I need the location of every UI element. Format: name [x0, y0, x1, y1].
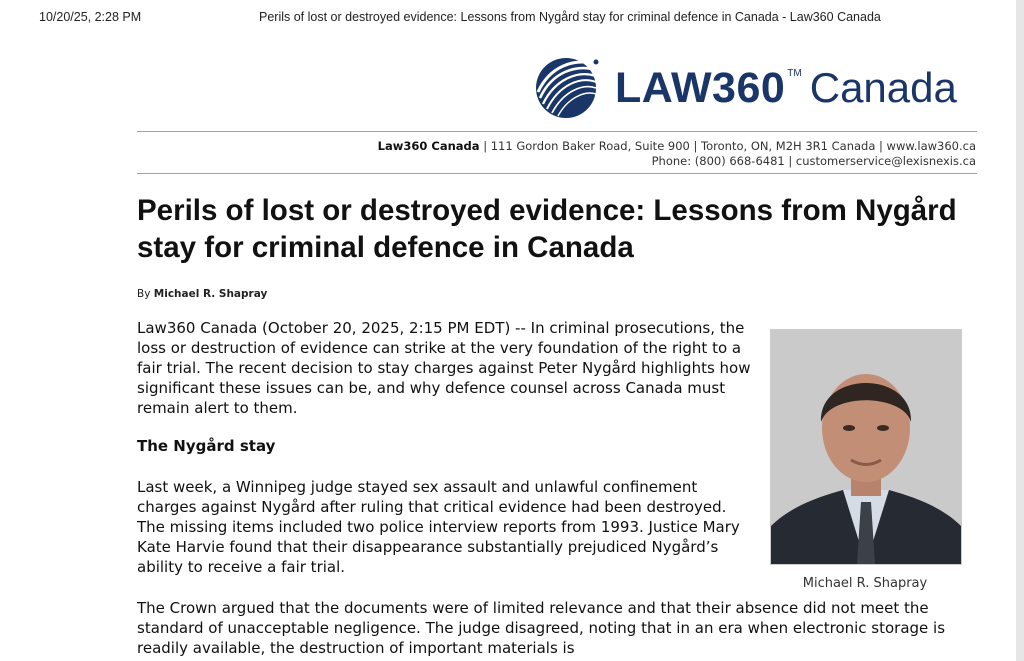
bottom-divider: [137, 173, 977, 174]
article-paragraph-1: Law360 Canada (October 20, 2025, 2:15 PM EDT) -- In criminal prosecutions, the loss or destruction of evidence can strike at the very foundation of the right to a fair trial. The recent decision to stay charges against Peter Nygård highlights how significant these issues can be, and why defence counsel across Canada must remain alert to them.: [137, 319, 751, 417]
contact-phone-line: Phone: (800) 668-6481 | customerservice@lexisnexis.ca: [651, 154, 976, 168]
section-heading: The Nygård stay: [137, 437, 276, 455]
contact-address-line: [378, 139, 976, 154]
print-page-title: Perils of lost or destroyed evidence: Lessons from Nygård stay for criminal defence in Canada - Law360 Canada: [259, 10, 881, 24]
article-paragraph-2: Last week, a Winnipeg judge stayed sex assault and unlawful confinement charges against Nygård after ruling that critical evidence had been destroyed. The missing items included two police interview reports from 1993. Justice Mary Kate Harvie found that their disappearance substantially prejudiced Nygård’s ability to receive a fair trial.: [137, 478, 740, 576]
globe-swoosh-icon: [530, 52, 600, 122]
photo-caption: Michael R. Shapray: [802, 576, 928, 591]
top-divider: [137, 131, 977, 132]
print-timestamp: 10/20/25, 2:28 PM: [39, 10, 142, 24]
author-photo: [770, 329, 962, 565]
byline: [137, 288, 267, 300]
logo-trademark: TM: [787, 68, 802, 79]
scrollbar-track[interactable]: [1016, 0, 1024, 661]
byline-author[interactable]: Michael R. Shapray: [153, 288, 268, 300]
contact-address: | 111 Gordon Baker Road, Suite 900 | Toronto, ON, M2H 3R1 Canada | www.law360.ca: [479, 139, 976, 153]
contact-company: Law360 Canada: [377, 139, 480, 153]
article-paragraph-3: The Crown argued that the documents were of limited relevance and that their absence did not meet the standard of unacceptable negligence. The judge disagreed, noting that in an era when electronic storage is readily available, the destruction of important materials is: [137, 599, 946, 657]
logo-wordmark: [615, 64, 957, 122]
contact-block: [378, 139, 976, 169]
print-header: [0, 10, 1024, 26]
article-headline: Perils of lost or destroyed evidence: Lessons from Nygård stay for criminal defence in Canada: [137, 194, 957, 264]
logo-canada: Canada: [809, 64, 957, 111]
byline-prefix: By: [137, 288, 154, 300]
logo-law360: LAW360: [615, 64, 786, 112]
author-portrait-image: [771, 330, 961, 564]
